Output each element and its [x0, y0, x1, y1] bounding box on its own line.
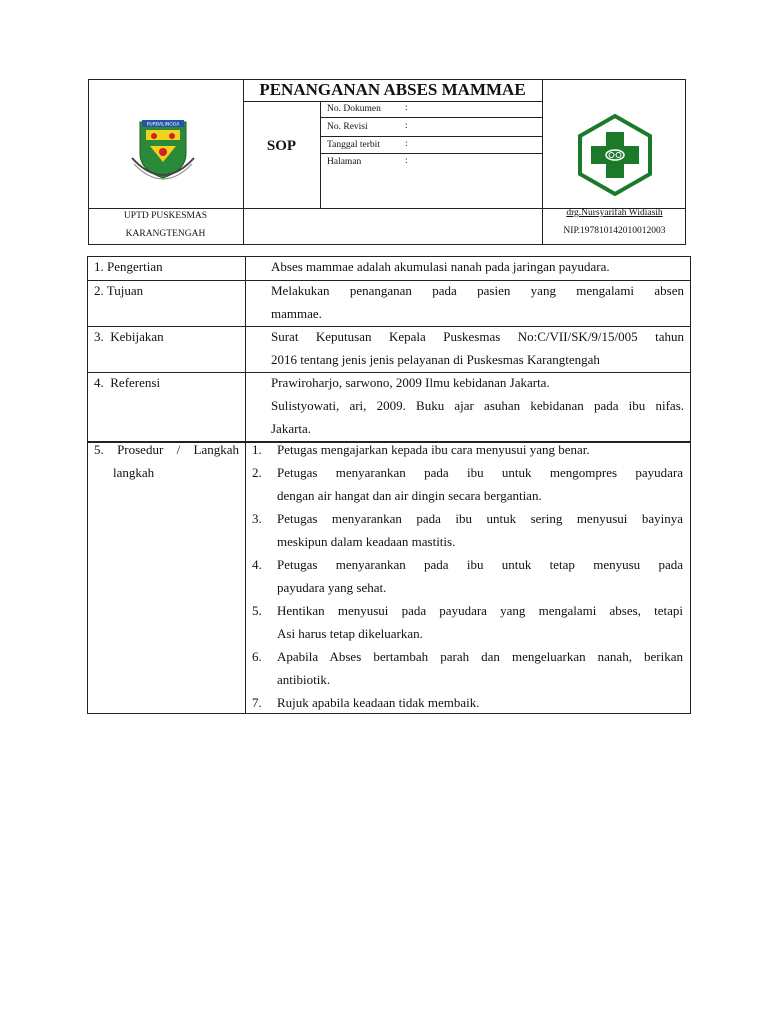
step-text-line1: Petugas menyarankan pada ibu untuk tetap menyusu pada [277, 557, 683, 572]
step-text-line2: dengan air hangat dan air dingin secara bergantian. [277, 488, 542, 503]
step-number: 7. [252, 695, 262, 710]
document-title: PENANGANAN ABSES MAMMAE [259, 80, 526, 99]
step-text-line1: Petugas menyarankan pada ibu untuk mengompres payudara [277, 465, 683, 480]
meta-colon: : [405, 103, 408, 113]
row-text-tujuan-line1: Melakukan penanganan pada pasien yang mengalami absen [271, 283, 684, 298]
step-number: 3. [252, 511, 262, 526]
step-number: 2. [252, 465, 262, 480]
meta-label-halaman: Halaman [327, 157, 362, 167]
step-text-line2: meskipun dalam keadaan mastitis. [277, 534, 456, 549]
step-text-line1: Apabila Abses bertambah parah dan mengeluarkan nanah, berikan [277, 649, 683, 664]
row-label-prosedur-line1: 5. Prosedur / Langkah [94, 442, 239, 457]
row-text-kebijakan-line2: 2016 tentang jenis jenis pelayanan di Puskesmas Karangtengah [271, 352, 600, 367]
row-text-referensi-line1: Prawiroharjo, sarwono, 2009 Ilmu kebidanan Jakarta. [271, 375, 550, 390]
row-text-tujuan-line2: mammae. [271, 306, 322, 321]
step-text-line2: antibiotik. [277, 672, 331, 687]
logo-text: PURBALINGGA [146, 122, 180, 128]
meta-divider-1 [320, 117, 542, 118]
procedure-step [252, 553, 684, 599]
step-number: 1. [252, 442, 262, 457]
header-divider-left [243, 79, 244, 245]
meta-divider-3 [320, 153, 542, 154]
meta-label-no-revisi: No. Revisi [327, 122, 368, 132]
signatory-name: drg.Nursyarifah Widiasih [566, 208, 663, 218]
step-text-line1: Petugas menyarankan pada ibu untuk sering menyusui bayinya [277, 511, 683, 526]
sop-label: SOP [266, 138, 297, 154]
procedure-step [252, 461, 684, 507]
step-text-line2: payudara yang sehat. [277, 580, 387, 595]
meta-colon: : [405, 156, 408, 166]
procedure-step [252, 645, 684, 691]
puskesmas-logo [573, 112, 657, 196]
step-text-line1: Rujuk apabila keadaan tidak membaik. [277, 695, 480, 710]
signatory-nip: NIP.197810142010012003 [563, 226, 666, 236]
step-number: 6. [252, 649, 262, 664]
step-text-line1: Petugas mengajarkan kepada ibu cara menyusui yang benar. [277, 442, 590, 457]
unit-name-line1: UPTD PUSKESMAS [123, 211, 208, 221]
row-text-referensi-line2: Sulistyowati, ari, 2009. Buku ajar asuhan kebidanan pada ibu nifas. [271, 398, 684, 413]
unit-name-line2: KARANGTENGAH [125, 229, 206, 239]
purbalingga-logo [128, 114, 198, 186]
row-text-kebijakan-line1: Surat Keputusan Kepala Puskesmas No:C/VII/SK/9/15/005 tahun [271, 329, 684, 344]
meta-colon: : [405, 139, 408, 149]
step-number: 5. [252, 603, 262, 618]
step-text-line1: Hentikan menyusui pada payudara yang mengalami abses, tetapi [277, 603, 683, 618]
row-label-kebijakan: 3. Kebijakan [94, 329, 164, 344]
step-number: 4. [252, 557, 262, 572]
meta-colon: : [405, 121, 408, 131]
row-text-pengertian: Abses mammae adalah akumulasi nanah pada jaringan payudara. [271, 259, 610, 274]
row-label-tujuan: 2. Tujuan [94, 283, 144, 298]
row-label-pengertian: 1. Pengertian [94, 259, 163, 274]
header-divider-right [542, 79, 543, 245]
meta-label-tanggal-terbit: Tanggal terbit [327, 140, 380, 150]
step-text-line2: Asi harus tetap dikeluarkan. [277, 626, 423, 641]
row-label-prosedur-line2: langkah [113, 465, 155, 480]
procedure-step [252, 507, 684, 553]
row-label-referensi: 4. Referensi [94, 375, 161, 390]
meta-divider-2 [320, 136, 542, 137]
table-column-divider [245, 256, 246, 714]
procedure-step [252, 599, 684, 645]
row-text-referensi-line3: Jakarta. [271, 421, 312, 436]
meta-label-no-dokumen: No. Dokumen [327, 104, 381, 114]
